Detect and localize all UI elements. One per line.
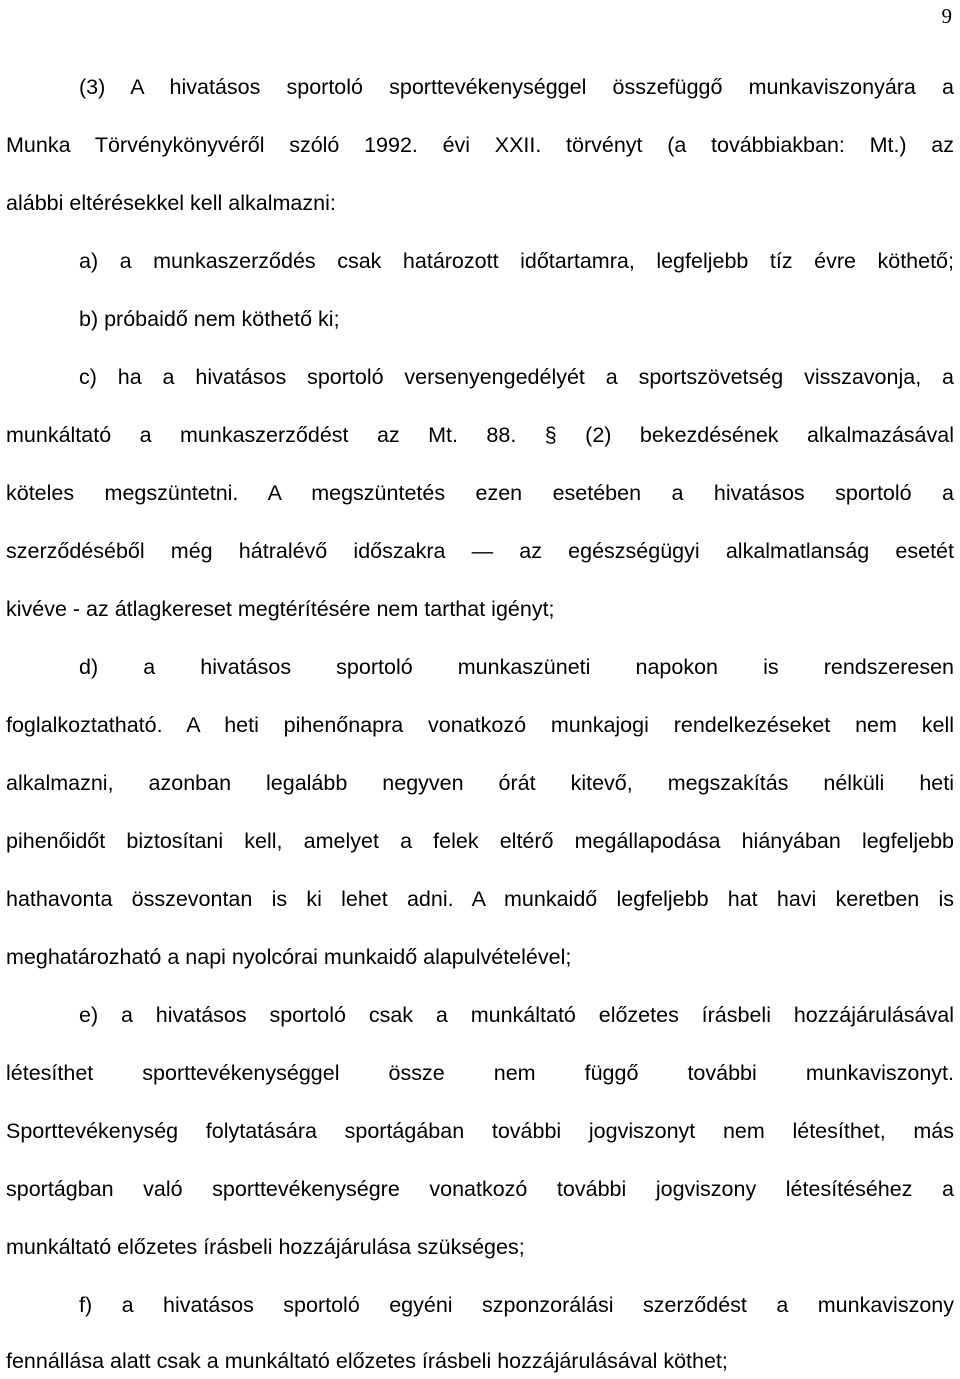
text-line: létesíthet sporttevékenységgel össze nem függő további munkaviszonyt.: [6, 1061, 954, 1085]
text-line: alkalmazni, azonban legalább negyven órát kitevő, megszakítás nélküli heti: [6, 771, 954, 795]
text-line: köteles megszüntetni. A megszüntetés ezen esetében a hivatásos sportoló a: [6, 481, 954, 505]
text-line: szerződéséből még hátralévő időszakra — az egészségügyi alkalmatlanság esetét: [6, 539, 954, 563]
list-item-a: a) a munkaszerződés csak határozott időtartamra, legfeljebb tíz évre köthető;: [79, 249, 954, 273]
list-item-d: d) a hivatásos sportoló munkaszüneti napokon is rendszeresen: [79, 655, 954, 679]
text-line: Sporttevékenység folytatására sportágában további jogviszonyt nem létesíthet, más: [6, 1119, 954, 1143]
list-item-c: c) ha a hivatásos sportoló versenyengedélyét a sportszövetség visszavonja, a: [79, 365, 954, 389]
text-line: pihenőidőt biztosítani kell, amelyet a felek eltérő megállapodása hiányában legfeljebb: [6, 829, 954, 853]
text-line: meghatározható a napi nyolcórai munkaidő alapulvételével;: [6, 945, 572, 969]
text-line: hathavonta összevontan is ki lehet adni. A munkaidő legfeljebb hat havi keretben is: [6, 887, 954, 911]
text-line: sportágban való sporttevékenységre vonatkozó további jogviszony létesítéséhez a: [6, 1177, 954, 1201]
text-line: Munka Törvénykönyvéről szóló 1992. évi XXII. törvényt (a továbbiakban: Mt.) az: [6, 133, 954, 157]
page-number: 9: [941, 4, 952, 28]
text-line: (3) A hivatásos sportoló sporttevékenységgel összefüggő munkaviszonyára a: [79, 75, 954, 99]
list-item-f: f) a hivatásos sportoló egyéni szponzorálási szerződést a munkaviszony: [79, 1293, 954, 1317]
list-item-b: b) próbaidő nem köthető ki;: [79, 307, 340, 331]
text-line: munkáltató a munkaszerződést az Mt. 88. § (2) bekezdésének alkalmazásával: [6, 423, 954, 447]
text-line: foglalkoztatható. A heti pihenőnapra vonatkozó munkajogi rendelkezéseket nem kell: [6, 713, 954, 737]
list-item-e: e) a hivatásos sportoló csak a munkáltató előzetes írásbeli hozzájárulásával: [79, 1003, 954, 1027]
text-line: alábbi eltérésekkel kell alkalmazni:: [6, 191, 336, 215]
text-line: kivéve - az átlagkereset megtérítésére nem tarthat igényt;: [6, 597, 555, 621]
text-line: munkáltató előzetes írásbeli hozzájárulása szükséges;: [6, 1235, 525, 1259]
text-line: fennállása alatt csak a munkáltató előzetes írásbeli hozzájárulásával köthet;: [6, 1349, 728, 1373]
